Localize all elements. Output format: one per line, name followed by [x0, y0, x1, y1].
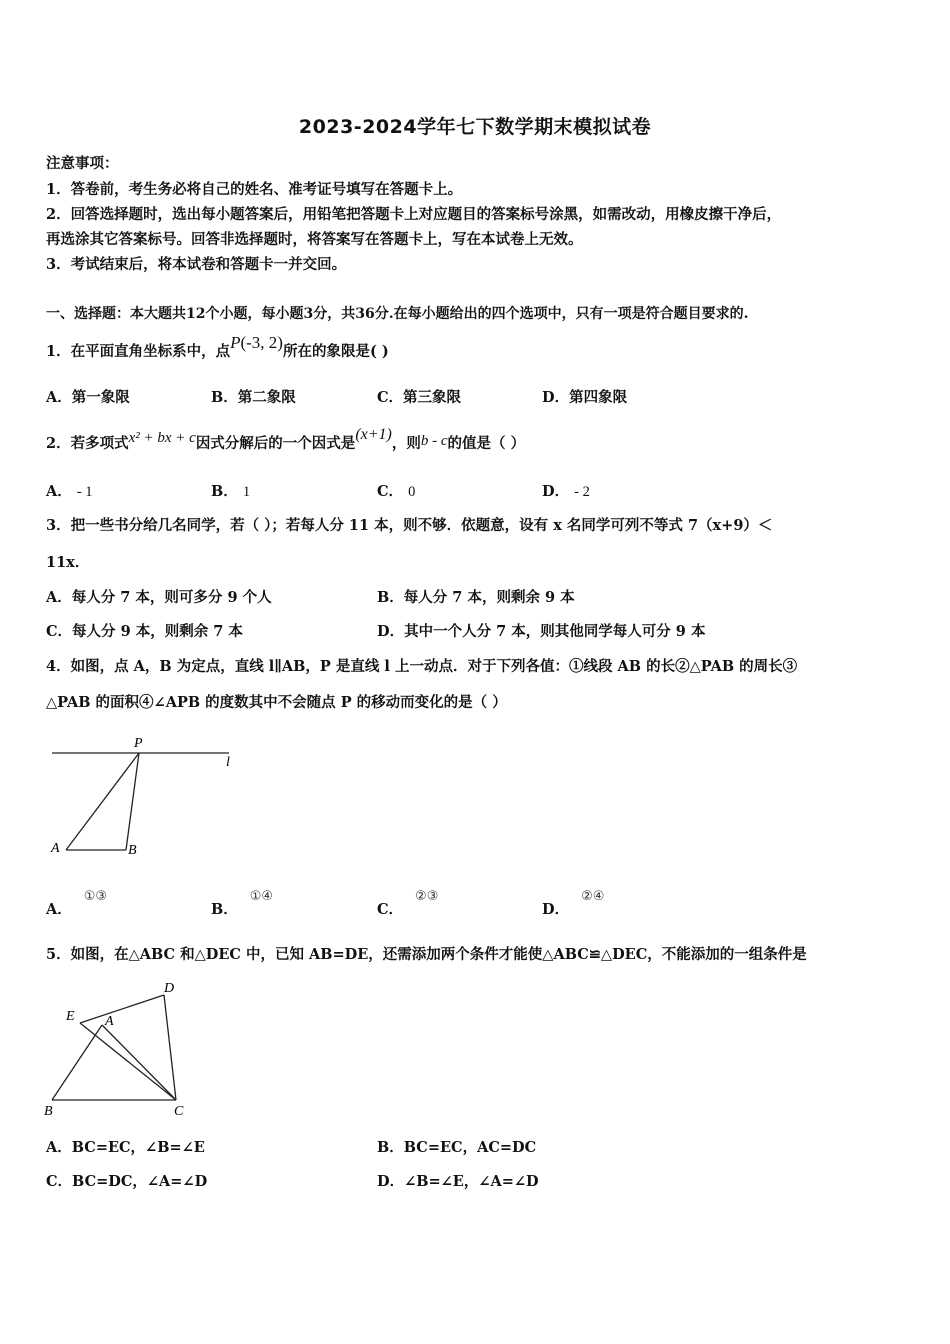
q5-option-c[interactable]: C．BC=DC，∠A=∠D — [46, 1173, 208, 1190]
q4-option-c-value: ②③ — [415, 889, 439, 904]
q3-option-c[interactable]: C．每人分 9 本，则剩余 7 本 — [46, 623, 243, 640]
label-e: E — [66, 1009, 75, 1024]
q2-option-d-value: - 2 — [574, 484, 590, 500]
label-l: l — [226, 755, 230, 770]
q2-then: ，则 — [391, 435, 421, 452]
q4-option-b[interactable] — [211, 889, 274, 919]
q1-option-d[interactable]: D．第四象限 — [542, 389, 628, 406]
q1-option-b[interactable]: B．第二象限 — [211, 389, 296, 406]
q2-option-d[interactable] — [542, 480, 590, 501]
q1-point: P — [230, 333, 241, 352]
q4-option-a[interactable] — [46, 889, 108, 919]
q3-option-d[interactable]: D．其中一个人分 7 本，则其他同学每人可分 9 本 — [377, 623, 706, 640]
q2-expr: b - c — [420, 433, 448, 449]
label-p: P — [134, 736, 143, 751]
notice-item-3: 3．考试结束后，将本试卷和答题卡一并交回。 — [46, 256, 347, 273]
label-b: B — [128, 843, 137, 858]
q2-option-c[interactable] — [377, 480, 415, 501]
q4-option-c[interactable] — [377, 889, 439, 919]
notice-item-2: 2．回答选择题时，选出每小题答案后，用铅笔把答题卡上对应题目的答案标号涂黑，如需改动，用橡皮擦干净后， — [46, 206, 782, 223]
q5-figure — [40, 975, 200, 1125]
notice-heading: 注意事项： — [46, 155, 119, 172]
q2-option-a-value: - 1 — [76, 484, 93, 500]
question-5-line-1: 5．如图，在△ABC 和△DEC 中，已知 AB=DE，还需添加两个条件才能使△ABC≌△DEC，不能添加的一组条件是 — [46, 946, 807, 963]
q4-option-b-letter: B． — [211, 901, 238, 918]
q2-option-c-letter: C． — [377, 483, 404, 500]
q2-option-d-letter: D． — [542, 483, 570, 500]
segment-dc — [164, 995, 176, 1100]
segment-ab — [52, 1025, 102, 1100]
q5-option-b[interactable]: B．BC=EC，AC=DC — [377, 1139, 537, 1156]
q1-coords: (-3, 2) — [240, 333, 283, 352]
question-3-line-1: 3．把一些书分给几名同学，若（ ）；若每人分 11 本，则不够．依题意，设有 x 名同学可列不等式 7（x+9）＜ — [46, 517, 773, 534]
q2-prefix: 2．若多项式 — [46, 435, 129, 452]
question-4-line-1: 4．如图，点 A，B 为定点，直线 l∥AB，P 是直线 l 上一动点．对于下列各值：①线段 AB 的长②△PAB 的周长③ — [46, 658, 798, 675]
q2-factor: (x+1) — [355, 426, 392, 443]
label-c: C — [174, 1104, 184, 1119]
q4-option-c-letter: C． — [377, 901, 404, 918]
q2-option-b[interactable] — [211, 480, 250, 501]
label-a: A — [51, 841, 60, 856]
q2-suffix: 的值是（ ） — [447, 435, 526, 452]
label-d: D — [164, 981, 175, 996]
q2-poly: x² + bx + c — [128, 430, 196, 446]
q4-option-d-value: ②④ — [581, 889, 605, 904]
question-3-line-2: 11x． — [46, 554, 90, 571]
q4-option-a-letter: A． — [46, 901, 72, 918]
q5-option-a[interactable]: A．BC=EC，∠B=∠E — [46, 1139, 205, 1156]
q1-option-a[interactable]: A．第一象限 — [46, 389, 130, 406]
label-b: B — [44, 1104, 53, 1119]
q2-option-b-letter: B． — [211, 483, 238, 500]
page-title: 2023-2024学年七下数学期末模拟试卷 — [298, 116, 652, 138]
q1-option-c[interactable]: C．第三象限 — [377, 389, 462, 406]
section-heading: 一、选择题：本大题共12个小题，每小题3分，共36分.在每小题给出的四个选项中，只有一项是符合题目要求的. — [46, 306, 749, 322]
notice-item-1: 1．答卷前，考生务必将自己的姓名、准考证号填写在答题卡上。 — [46, 181, 463, 198]
q5-option-d[interactable]: D．∠B=∠E，∠A=∠D — [377, 1173, 539, 1190]
q2-option-a[interactable] — [46, 480, 93, 501]
q4-option-d[interactable] — [542, 889, 605, 919]
notice-item-2-cont: 再选涂其它答案标号。回答非选择题时，将答案写在答题卡上，写在本试卷上无效。 — [46, 231, 583, 248]
question-1 — [46, 333, 389, 361]
q2-option-b-value: 1 — [242, 484, 251, 500]
q3-option-a[interactable]: A．每人分 7 本，则可多分 9 个人 — [46, 589, 272, 606]
q1-suffix: 所在的象限是( ) — [282, 343, 389, 360]
q4-option-a-value: ①③ — [83, 889, 108, 904]
label-a: A — [105, 1014, 114, 1029]
segment-ec — [80, 1023, 176, 1100]
question-4-line-2: △PAB 的面积④∠APB 的度数其中不会随点 P 的移动而变化的是（ ） — [46, 694, 507, 711]
q2-option-a-letter: A． — [46, 483, 72, 500]
q4-option-d-letter: D． — [542, 901, 570, 918]
q2-option-c-value: 0 — [408, 484, 416, 500]
question-2 — [46, 426, 526, 453]
segment-ed — [80, 995, 164, 1023]
q4-option-b-value: ①④ — [249, 889, 274, 904]
q1-prefix: 1．在平面直角坐标系中，点 — [46, 343, 231, 360]
q4-figure — [44, 730, 244, 860]
q3-option-b[interactable]: B．每人分 7 本，则剩余 9 本 — [377, 589, 575, 606]
q2-mid: 因式分解后的一个因式是 — [195, 435, 356, 452]
segment-ac — [102, 1025, 176, 1100]
